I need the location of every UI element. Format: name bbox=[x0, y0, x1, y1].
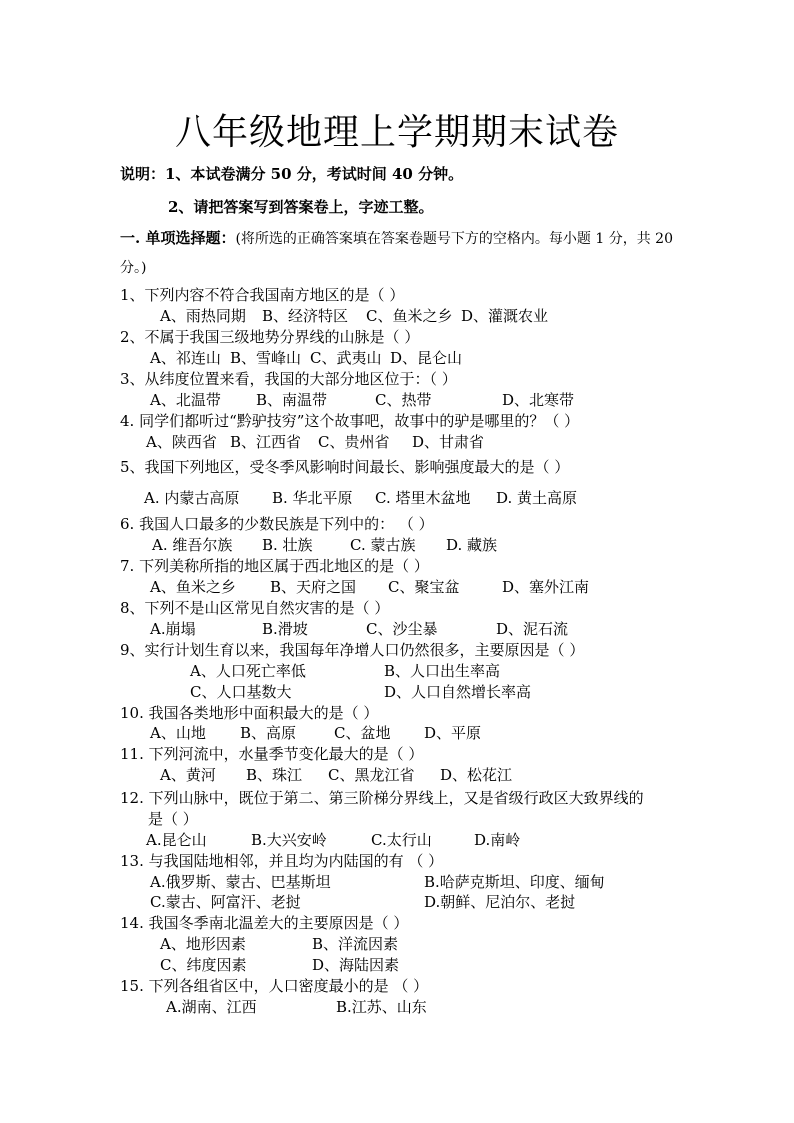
option-a: A.昆仑山 bbox=[146, 831, 207, 849]
option-a: A.湖南、江西 bbox=[166, 998, 257, 1016]
page-title: 八年级地理上学期期末试卷 bbox=[174, 112, 619, 153]
option-a: A、地形因素 bbox=[160, 935, 246, 953]
option-c: C、武夷山 bbox=[310, 349, 382, 367]
section-title: 一. 单项选择题： bbox=[120, 229, 236, 247]
question-15-stem: 15. 下列各组省区中，人口密度最小的是 （ ） bbox=[120, 977, 429, 995]
question-2-stem: 2、不属于我国三级地势分界线的山脉是（ ） bbox=[120, 328, 420, 346]
option-c: C、沙尘暴 bbox=[366, 620, 438, 638]
option-c: C、聚宝盆 bbox=[388, 578, 460, 596]
option-b: B、天府之国 bbox=[270, 578, 357, 596]
option-d: D.朝鲜、尼泊尔、老挝 bbox=[424, 893, 576, 911]
option-c: C、人口基数大 bbox=[190, 683, 292, 701]
option-a: A、北温带 bbox=[150, 391, 221, 409]
option-a: A、鱼米之乡 bbox=[150, 578, 236, 596]
option-d: D、灌溉农业 bbox=[461, 307, 549, 325]
option-b: B、南温带 bbox=[256, 391, 328, 409]
option-d: D、平原 bbox=[424, 724, 482, 742]
option-b: B. 华北平原 bbox=[272, 489, 353, 507]
option-a: A. 内蒙古高原 bbox=[144, 489, 240, 507]
option-a: A.崩塌 bbox=[150, 620, 196, 638]
section-note: (将所选的正确答案填在答案卷题号下方的空格内。每小题 1 分，共 20 分。) bbox=[120, 231, 673, 276]
option-d: D、泥石流 bbox=[496, 620, 569, 638]
option-a: A、陕西省 bbox=[146, 433, 217, 451]
option-b: B、高原 bbox=[240, 724, 297, 742]
question-8-stem: 8、下列不是山区常见自然灾害的是（ ） bbox=[120, 599, 390, 617]
option-d: D、甘肃省 bbox=[412, 433, 485, 451]
question-13-stem: 13. 与我国陆地相邻，并且均为内陆国的有 （ ） bbox=[120, 852, 444, 870]
option-d: D. 黄土高原 bbox=[496, 489, 578, 507]
option-a: A. 维吾尔族 bbox=[152, 536, 233, 554]
option-a: A、人口死亡率低 bbox=[190, 662, 306, 680]
option-c: C、黑龙江省 bbox=[328, 766, 415, 784]
question-14-stem: 14. 我国冬季南北温差大的主要原因是（ ） bbox=[120, 914, 409, 932]
option-d: D.南岭 bbox=[474, 831, 521, 849]
option-c: C、盆地 bbox=[334, 724, 391, 742]
option-b: B.大兴安岭 bbox=[251, 831, 327, 849]
question-12-stem-continued: 是（ ） bbox=[148, 810, 198, 828]
question-12-stem: 12. 下列山脉中，既位于第二、第三阶梯分界线上，又是省级行政区大致界线的 bbox=[120, 789, 644, 807]
option-b: B.哈萨克斯坦、印度、缅甸 bbox=[424, 873, 605, 891]
question-7-stem: 7. 下列美称所指的地区属于西北地区的是（ ） bbox=[120, 557, 429, 575]
option-b: B、珠江 bbox=[246, 766, 303, 784]
option-c: C. 蒙古族 bbox=[350, 536, 416, 554]
option-b: B、经济特区 bbox=[262, 307, 349, 325]
option-c: C、热带 bbox=[375, 391, 432, 409]
option-d: D、海陆因素 bbox=[312, 956, 400, 974]
option-a: A、雨热同期 bbox=[160, 307, 246, 325]
option-d: D、松花江 bbox=[440, 766, 513, 784]
option-b: B. 壮族 bbox=[262, 536, 313, 554]
question-1-stem: 1、下列内容不符合我国南方地区的是（ ） bbox=[120, 286, 405, 304]
question-5-stem: 5、我国下列地区，受冬季风影响时间最长、影响强度最大的是（ ） bbox=[120, 458, 570, 476]
option-c: C.太行山 bbox=[371, 831, 432, 849]
option-d: D、昆仑山 bbox=[390, 349, 463, 367]
question-10-stem: 10. 我国各类地形中面积最大的是（ ） bbox=[120, 704, 379, 722]
question-3-stem: 3、从纬度位置来看，我国的大部分地区位于：（ ） bbox=[120, 370, 457, 388]
question-9-stem: 9、实行计划生育以来，我国每年净增人口仍然很多，主要原因是（ ） bbox=[120, 641, 585, 659]
option-a: A.俄罗斯、蒙古、巴基斯坦 bbox=[150, 873, 331, 891]
option-c: C、纬度因素 bbox=[160, 956, 247, 974]
instruction-line-1: 说明：1、本试卷满分 50 分，考试时间 40 分钟。 bbox=[120, 165, 464, 183]
option-d: D、北寒带 bbox=[502, 391, 575, 409]
option-b: B.滑坡 bbox=[262, 620, 308, 638]
option-b: B、江西省 bbox=[230, 433, 302, 451]
option-b: B、洋流因素 bbox=[312, 935, 399, 953]
option-b: B.江苏、山东 bbox=[336, 998, 427, 1016]
option-d: D、塞外江南 bbox=[502, 578, 590, 596]
option-b: B、雪峰山 bbox=[230, 349, 302, 367]
option-d: D. 藏族 bbox=[446, 536, 498, 554]
option-d: D、人口自然增长率高 bbox=[384, 683, 532, 701]
option-c: C、贵州省 bbox=[318, 433, 390, 451]
instruction-line-2: 2、请把答案写到答案卷上，字迹工整。 bbox=[168, 198, 434, 216]
option-c: C. 塔里木盆地 bbox=[375, 489, 471, 507]
section-heading bbox=[120, 224, 680, 283]
option-a: A、祁连山 bbox=[150, 349, 221, 367]
option-c: C、鱼米之乡 bbox=[366, 307, 453, 325]
question-11-stem: 11. 下列河流中，水量季节变化最大的是（ ） bbox=[120, 745, 424, 763]
option-c: C.蒙古、阿富汗、老挝 bbox=[150, 893, 301, 911]
option-a: A、山地 bbox=[150, 724, 206, 742]
question-6-stem: 6. 我国人口最多的少数民族是下列中的： （ ） bbox=[120, 515, 434, 533]
question-4-stem: 4. 同学们都听过“黔驴技穷”这个故事吧，故事中的驴是哪里的？（ ） bbox=[120, 412, 580, 430]
option-a: A、黄河 bbox=[160, 766, 216, 784]
option-b: B、人口出生率高 bbox=[384, 662, 501, 680]
